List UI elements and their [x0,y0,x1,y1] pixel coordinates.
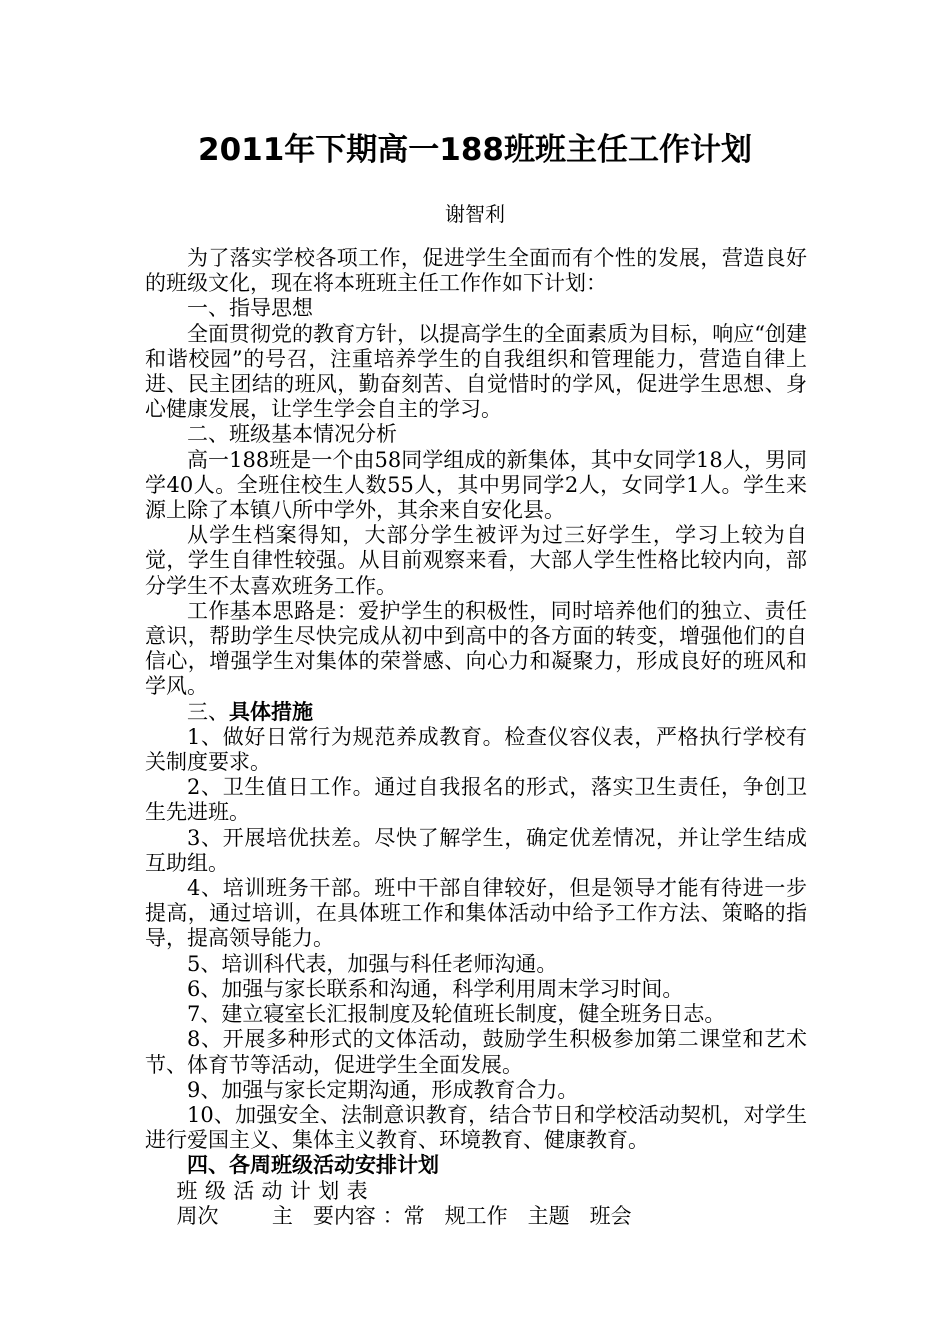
document-title: 2011年下期高一188班班主任工作计划 [198,132,752,168]
section-heading-weekly-plan: 四、各周班级活动安排计划 [187,1153,439,1178]
section-number-measures: 三、 [187,699,229,724]
section-heading-guiding-ideology: 一、指导思想 [187,296,313,321]
measure-item: 6、加强与家长联系和沟通，科学利用周末学习时间。 [187,976,684,1001]
measure-item: 10、加强安全、法制意识教育，结合节日和学校活动契机，对学生进行爱国主义、集体主义教育、环境教育、健康教育。 [145,1102,807,1153]
section-heading-measures [145,700,807,725]
section-title-measures: 具体措施 [229,699,313,724]
paragraph-guiding-ideology: 全面贯彻党的教育方针，以提高学生的全面素质为目标，响应“创建和谐校园”的号召，注重培养学生的自我组织和管理能力，营造自律上进、民主团结的班风，勤奋刻苦、自觉惜时的学风，促进学生思想、身心健康发展，让学生学会自主的学习。 [145,321,807,422]
measure-item: 9、加强与家长定期沟通，形成教育合力。 [187,1077,579,1102]
measure-item: 1、做好日常行为规范养成教育。检查仪容仪表，严格执行学校有关制度要求。 [145,724,807,775]
measure-item: 5、培训科代表，加强与科任老师沟通。 [187,951,558,976]
paragraph-work-approach: 工作基本思路是：爱护学生的积极性，同时培养他们的独立、责任意识，帮助学生尽快完成从初中到高中的各方面的转变，增强他们的自信心，增强学生对集体的荣誉感、向心力和凝聚力，形成良好的班风和学风。 [145,598,807,699]
paragraph-class-overview: 高一188班是一个由58同学组成的新集体，其中女同学18人，男同学40人。全班住校生人数55人，其中男同学2人，女同学1人。学生来源上除了本镇八所中学外，其余来自安化县。 [145,447,807,523]
author-name: 谢智利 [445,202,505,226]
paragraph-student-records: 从学生档案得知，大部分学生被评为过三好学生，学习上较为自觉，学生自律性较强。从目前观察来看，大部人学生性格比较内向，部分学生不太喜欢班务工作。 [145,523,807,598]
section-heading-class-analysis: 二、班级基本情况分析 [187,422,397,447]
intro-paragraph: 为了落实学校各项工作，促进学生全面而有个性的发展，营造良好的班级文化，现在将本班班主任工作作如下计划： [145,246,807,296]
measure-item: 3、开展培优扶差。尽快了解学生，确定优差情况，并让学生结成互助组。 [145,825,807,875]
table-header-row: 周次 主 要内容 ：常 规工作 主题 班会 [176,1203,632,1228]
measure-item: 2、卫生值日工作。通过自我报名的形式，落实卫生责任，争创卫生先进班。 [145,775,807,825]
table-title: 班级活动计划表 [176,1178,375,1203]
measure-item: 7、建立寝室长汇报制度及轮值班长制度，健全班务日志。 [187,1002,726,1027]
measure-item: 8、开展多种形式的文体活动，鼓励学生积极参加第二课堂和艺术节、体育节等活动，促进学生全面发展。 [145,1027,807,1077]
document-body [145,246,807,1229]
measure-item: 4、培训班务干部。班中干部自律较好，但是领导才能有待进一步提高，通过培训，在具体班工作和集体活动中给予工作方法、策略的指导，提高领导能力。 [145,876,807,951]
